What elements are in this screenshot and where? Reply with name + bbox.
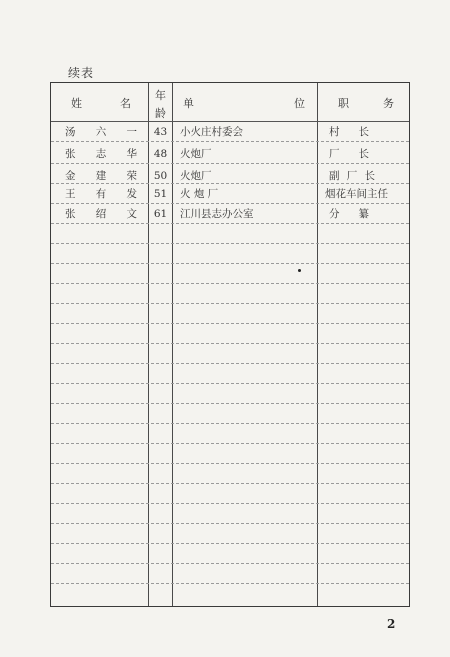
row-3-name: 金 建 荣 <box>65 170 137 182</box>
ink-speck <box>298 269 301 272</box>
row-4-position: 烟花车间主任 <box>325 188 388 200</box>
row-rule <box>51 423 409 424</box>
row-rule <box>51 223 409 224</box>
row-4-unit: 火 炮 厂 <box>180 188 219 200</box>
row-rule <box>51 163 409 164</box>
row-2-name: 张 志 华 <box>65 148 137 160</box>
row-5-unit: 江川县志办公室 <box>180 208 254 220</box>
row-rule <box>51 203 409 204</box>
column-divider <box>172 83 173 606</box>
row-2-age: 48 <box>153 148 168 160</box>
header-age-top: 年 <box>155 89 166 102</box>
header-rule <box>51 121 409 122</box>
row-rule <box>51 141 409 142</box>
row-1-position: 村 长 <box>329 126 369 138</box>
row-3-age: 50 <box>153 170 168 182</box>
row-rule <box>51 363 409 364</box>
column-divider <box>148 83 149 606</box>
row-1-name: 汤 六 一 <box>65 126 137 138</box>
row-5-name: 张 绍 文 <box>65 208 137 220</box>
header-unit: 单 位 <box>183 97 305 110</box>
row-rule <box>51 443 409 444</box>
row-rule <box>51 483 409 484</box>
row-rule <box>51 463 409 464</box>
header-position: 职 务 <box>338 97 394 110</box>
table-caption: 续表 <box>68 66 95 80</box>
row-3-position: 副 厂 长 <box>329 170 375 182</box>
row-1-unit: 小火庄村委会 <box>180 126 243 138</box>
row-rule <box>51 523 409 524</box>
row-rule <box>51 383 409 384</box>
row-rule <box>51 263 409 264</box>
row-1-age: 43 <box>153 126 168 138</box>
row-5-position: 分 纂 <box>329 208 369 220</box>
row-rule <box>51 343 409 344</box>
row-4-age: 51 <box>153 188 168 200</box>
personnel-table <box>50 82 410 607</box>
row-rule <box>51 303 409 304</box>
row-rule <box>51 323 409 324</box>
row-rule <box>51 283 409 284</box>
header-name: 姓 名 <box>71 97 131 110</box>
row-rule <box>51 403 409 404</box>
row-rule <box>51 583 409 584</box>
row-rule <box>51 243 409 244</box>
row-rule <box>51 503 409 504</box>
header-age-bottom: 龄 <box>155 107 166 120</box>
row-3-unit: 火炮厂 <box>180 170 212 182</box>
row-2-unit: 火炮厂 <box>180 148 212 160</box>
row-4-name: 王 有 发 <box>65 188 137 200</box>
row-rule <box>51 543 409 544</box>
row-rule <box>51 563 409 564</box>
row-5-age: 61 <box>153 208 168 220</box>
row-rule <box>51 183 409 184</box>
row-2-position: 厂 长 <box>329 148 369 160</box>
column-divider <box>317 83 318 606</box>
page-number: 2 <box>387 617 396 631</box>
